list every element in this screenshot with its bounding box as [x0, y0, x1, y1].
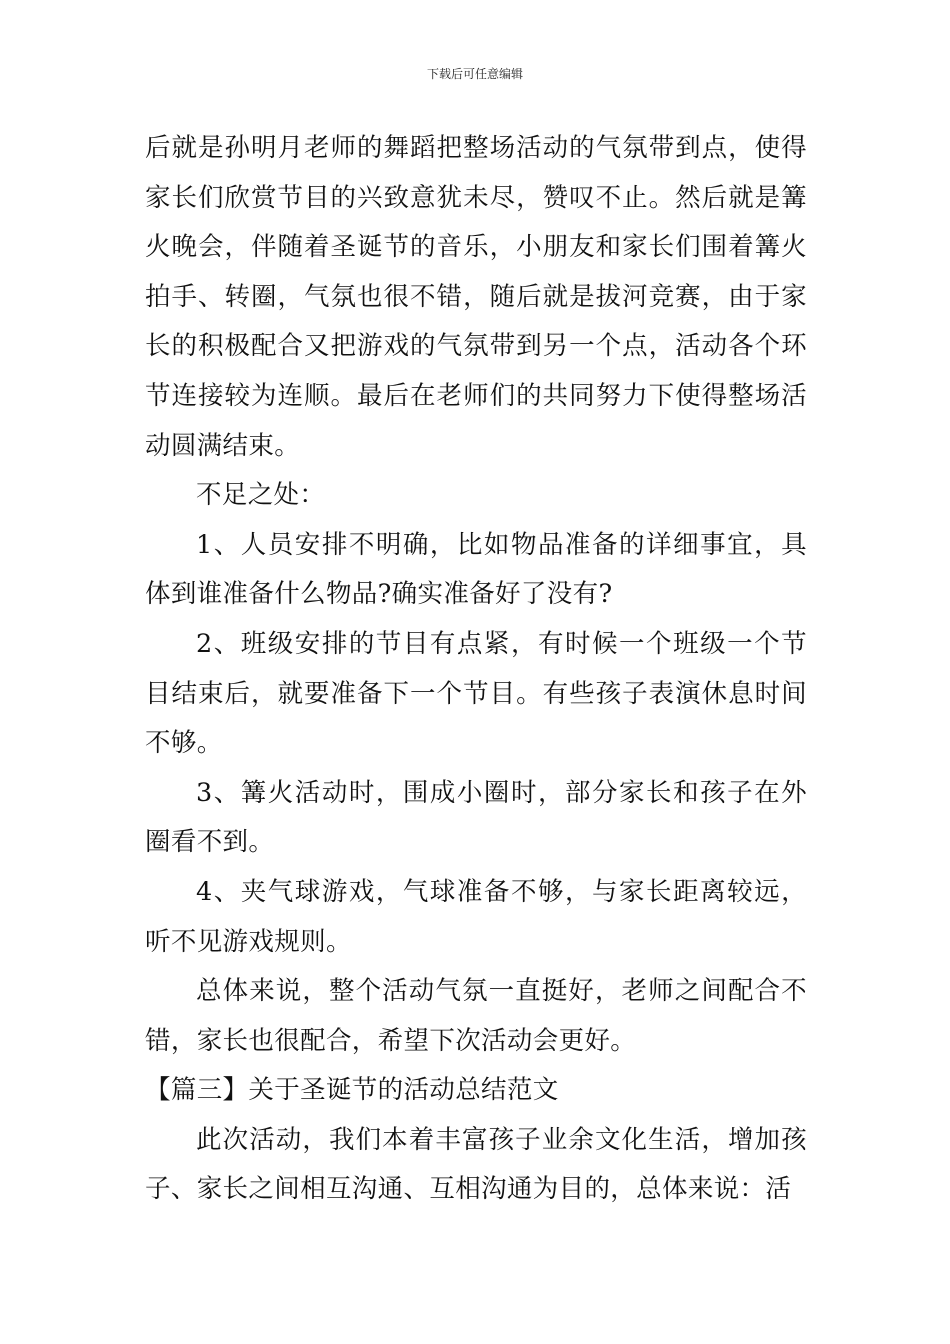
page-header-note: 下载后可任意编辑 — [426, 67, 523, 81]
paragraph-shortcoming-4: 4、夹气球游戏，气球准备不够，与家长距离较远，听不见游戏规则。 — [145, 876, 807, 957]
section-heading: 【篇三】关于圣诞节的活动总结范文 — [145, 1075, 559, 1106]
paragraph-activity-recap: 后就是孙明月老师的舞蹈把整场活动的气氛带到点，使得家长们欣赏节目的兴致意犹未尽，赞叹不止。然后就是篝火晚会，伴随着圣诞节的音乐，小朋友和家长们围着篝火拍手、转圈，气氛也很不错，随后就是拔河竞赛，由于家长的积极配合又把游戏的气氛带到另一个点，活动各个环节连接较为连顺。最后在老师们的共同努力下使得整场活动圆满结束。 — [145, 133, 807, 461]
paragraph-shortcoming-2: 2、班级安排的节目有点紧，有时候一个班级一个节目结束后，就要准备下一个节目。有些孩子表演休息时间不够。 — [145, 628, 807, 759]
paragraph-conclusion: 总体来说，整个活动气氛一直挺好，老师之间配合不错，家长也很配合，希望下次活动会更好。 — [145, 976, 807, 1056]
paragraph-shortcoming-3: 3、篝火活动时，围成小圈时，部分家长和孩子在外圈看不到。 — [145, 777, 807, 858]
paragraph-shortcoming-1: 1、人员安排不明确，比如物品准备的详细事宜，具体到谁准备什么物品?确实准备好了没有? — [145, 529, 807, 610]
paragraph-shortcomings-title: 不足之处： — [196, 480, 326, 511]
paragraph-section-three-intro: 此次活动，我们本着丰富孩子业余文化生活，增加孩子、家长之间相互沟通、互相沟通为目的，总体来说：活 — [145, 1124, 807, 1205]
document-body — [145, 124, 807, 1215]
